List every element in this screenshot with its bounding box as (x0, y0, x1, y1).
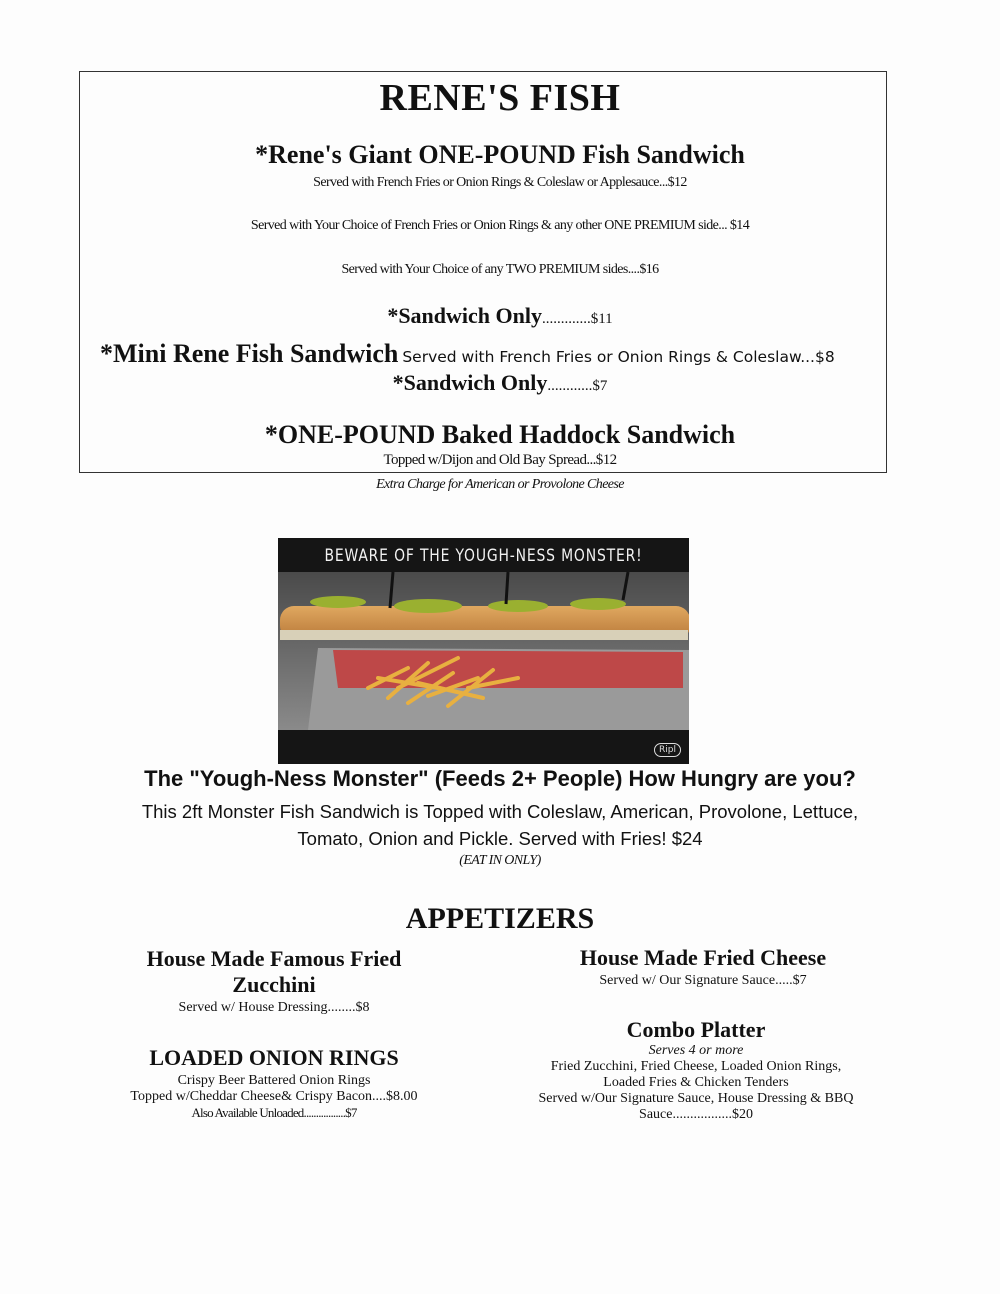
haddock-sandwich-heading: *ONE-POUND Baked Haddock Sandwich (264, 420, 736, 449)
combo-platter-line-2: Loaded Fries & Chicken Tenders (603, 1075, 789, 1090)
combo-platter-line-3: Served w/Our Signature Sauce, House Dressing & BBQ (538, 1091, 854, 1106)
monster-sandwich-photo (278, 538, 689, 764)
combo-platter-item (506, 1017, 886, 1123)
mini-sandwich-heading: *Mini Rene Fish Sandwich (100, 339, 399, 368)
cheese-charge-note: Extra Charge for American or Provolone Cheese (376, 477, 624, 492)
giant-sandwich-heading: *Rene's Giant ONE-POUND Fish Sandwich (255, 140, 745, 169)
zucchini-item (114, 946, 434, 1016)
giant-sandwich-only-price: .............$11 (541, 311, 613, 327)
giant-sandwich-option-2: Served with Your Choice of French Fries or Onion Rings & any other ONE PREMIUM side... $14 (250, 218, 750, 233)
mini-sandwich-line (100, 339, 835, 369)
appetizers-title: APPETIZERS (405, 902, 595, 935)
monster-title: The "Yough-Ness Monster" (Feeds 2+ People) How Hungry are you? (144, 766, 856, 791)
combo-platter-line-4: Sauce.................$20 (639, 1107, 753, 1122)
combo-platter-serves: Serves 4 or more (648, 1043, 744, 1058)
photo-caption: BEWARE OF THE YOUGH-NESS MONSTER! (324, 546, 643, 566)
giant-sandwich-option-1: Served with French Fries or Onion Rings & Coleslaw or Applesauce...$12 (313, 175, 687, 190)
zucchini-name-line-2: Zucchini (232, 972, 316, 997)
giant-sandwich-only-label: *Sandwich Only (387, 303, 542, 328)
combo-platter-line-1: Fried Zucchini, Fried Cheese, Loaded Onion Rings, (550, 1059, 842, 1074)
zucchini-desc: Served w/ House Dressing........$8 (178, 1000, 370, 1015)
ripl-logo: Ripl (654, 743, 681, 757)
haddock-sandwich-desc: Topped w/Dijon and Old Bay Spread...$12 (383, 452, 617, 468)
onion-rings-name: LOADED ONION RINGS (149, 1045, 399, 1070)
mini-sandwich-desc: Served with French Fries or Onion Rings & Coleslaw...$8 (402, 348, 835, 366)
giant-sandwich-option-3: Served with Your Choice of any TWO PREMIUM sides....$16 (341, 262, 659, 277)
section-title-renes-fish: RENE'S FISH (379, 77, 621, 119)
combo-platter-name: Combo Platter (626, 1017, 766, 1042)
giant-sandwich-only (0, 303, 1000, 329)
onion-rings-line-1: Crispy Beer Battered Onion Rings (177, 1073, 371, 1088)
onion-rings-item (104, 1045, 444, 1121)
monster-desc-line-2: Tomato, Onion and Pickle. Served with Fries! $24 (297, 828, 703, 849)
sandwich-photo-illustration (278, 538, 689, 764)
onion-rings-line-3: Also Available Unloaded.................$7 (191, 1105, 357, 1120)
fried-cheese-name: House Made Fried Cheese (579, 945, 827, 970)
mini-sandwich-only (0, 370, 1000, 396)
mini-sandwich-only-label: *Sandwich Only (392, 370, 548, 395)
monster-desc-line-1: This 2ft Monster Fish Sandwich is Topped with Coleslaw, American, Provolone, Lettuce, (141, 801, 859, 822)
fried-cheese-desc: Served w/ Our Signature Sauce.....$7 (599, 973, 807, 988)
fried-cheese-item (533, 945, 873, 989)
mini-sandwich-only-price: ............$7 (547, 378, 608, 394)
onion-rings-line-2: Topped w/Cheddar Cheese& Crispy Bacon....$8.00 (130, 1089, 418, 1104)
eat-in-only-note: (EAT IN ONLY) (459, 853, 541, 868)
zucchini-name-line-1: House Made Famous Fried (146, 946, 402, 971)
